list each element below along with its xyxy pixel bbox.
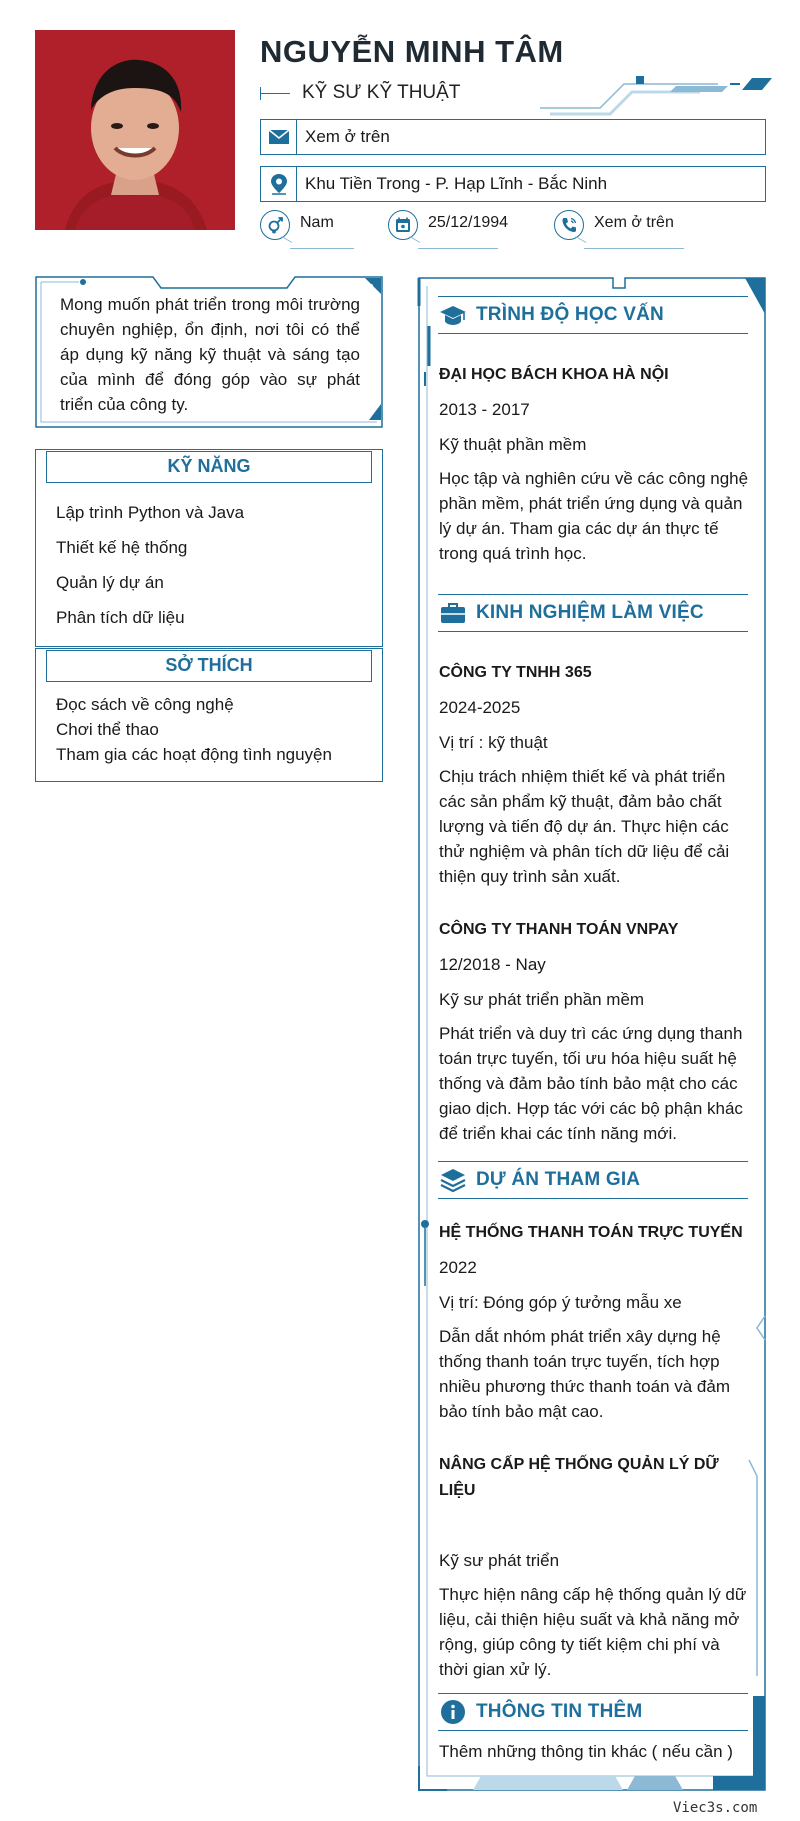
education-title: TRÌNH ĐỘ HỌC VẤN [476,304,664,325]
experience-time: 2024-2025 [439,698,521,717]
skill-item: Thiết kế hệ thống [56,538,188,557]
projects-title: DỰ ÁN THAM GIA [476,1169,641,1190]
gender-value: Nam [300,214,334,231]
project-desc: Thực hiện nâng cấp hệ thống quản lý dữ liệu, cải thiện hiệu suất và khả năng mở rộng, giúp công ty tiết kiệm chi phí và thời gian xử lý. [439,1585,747,1679]
phone-underline [584,248,684,249]
email-value: Xem ở trên [305,127,390,146]
phone-info [554,210,674,240]
experience-position: Vị trí : kỹ thuật [439,733,548,752]
project-name: NÂNG CẤP HỆ THỐNG QUẢN LÝ DỮ LIỆU [439,1456,719,1499]
hobby-item: Chơi thể thao [56,720,159,739]
hobbies-list [36,682,382,767]
experience-desc: Phát triển và duy trì các ứng dụng thanh toán trực tuyến, tối ưu hóa hiệu suất hệ thống và đảm bảo tính bảo mật cho các giao dịch. Hợp tác với các bộ phận khác để triển khai các tính năng mới. [439,1024,743,1143]
experience-entry [439,917,749,1146]
layers-icon [438,1165,468,1195]
phone-icon [554,210,584,240]
education-entry [439,362,749,566]
skill-item: Quản lý dự án [56,573,164,592]
skill-item: Phân tích dữ liệu [56,608,185,627]
project-time: 2022 [439,1258,477,1277]
education-time: 2013 - 2017 [439,400,530,419]
birthday-value: 25/12/1994 [428,214,509,231]
gender-icon [260,210,290,240]
hobby-item: Tham gia các hoạt động tình nguyện [56,745,332,764]
project-name: HỆ THỐNG THANH TOÁN TRỰC TUYẾN [439,1224,743,1241]
job-title-row [260,82,460,104]
experience-time: 12/2018 - Nay [439,955,546,974]
project-position: Kỹ sư phát triển [439,1551,560,1570]
gender-info [260,210,334,240]
education-heading [438,296,748,334]
hobbies-heading: SỞ THÍCH [46,650,372,682]
project-desc: Dẫn dắt nhóm phát triển xây dựng hệ thống thanh toán trực tuyến, tích hợp nhiều phương thức thanh toán và đảm bảo tính bảo mật cao. [439,1327,730,1421]
address-value: Khu Tiền Trong - P. Hạp Lĩnh - Bắc Ninh [305,174,608,193]
skills-section [35,449,383,647]
project-entry [439,1220,749,1424]
info-icon [438,1697,468,1727]
hobbies-section [35,648,383,782]
experience-entry [439,660,749,889]
email-field[interactable] [260,119,766,155]
job-title: KỸ SƯ KỸ THUẬT [302,82,461,103]
gender-underline [290,248,354,249]
full-name: NGUYỄN MINH TÂM [260,34,564,69]
watermark-text: Viec3s.com [673,1800,758,1816]
education-desc: Học tập và nghiên cứu về các công nghệ phần mềm, phát triển ứng dụng và quản lý dự án. Tham gia các dự án thực tế trong quá trình học. [439,469,749,563]
portrait-image [35,30,235,230]
education-school: ĐẠI HỌC BÁCH KHOA HÀ NỘI [439,366,669,383]
calendar-icon [388,210,418,240]
location-pin-icon [261,167,297,201]
skills-heading: KỸ NĂNG [46,451,372,483]
experience-desc: Chịu trách nhiệm thiết kế và phát triển các sản phẩm kỹ thuật, đảm bảo chất lượng và tiến độ dự án. Thực hiện các thử nghiệm và phân tích dữ liệu để cải thiện quy trình sản xuất. [439,767,730,886]
project-time [439,1513,749,1539]
skills-list [36,483,382,635]
header-decoration [540,74,772,116]
project-position: Vị trí: Đóng góp ý tưởng mẫu xe [439,1293,682,1312]
experience-company: CÔNG TY THANH TOÁN VNPAY [439,921,679,938]
extra-text: Thêm những thông tin khác ( nếu cần ) [439,1742,733,1761]
birthday-underline [418,248,498,249]
extra-title: THÔNG TIN THÊM [476,1701,643,1722]
address-field[interactable] [260,166,766,202]
hobby-item: Đọc sách về công nghệ [56,695,234,714]
objective-section [35,276,383,428]
education-major: Kỹ thuật phần mềm [439,435,587,454]
birthday-info [388,210,508,240]
briefcase-icon [438,598,468,628]
project-entry [439,1452,749,1682]
profile-photo [35,30,235,230]
experience-company: CÔNG TY TNHH 365 [439,664,592,681]
experience-position: Kỹ sư phát triển phần mềm [439,990,645,1009]
projects-heading [438,1161,748,1199]
experience-heading [438,594,748,632]
experience-title: KINH NGHIỆM LÀM VIỆC [476,602,704,623]
objective-text: Mong muốn phát triển trong môi trường chuyên nghiệp, ổn định, nơi tôi có thể áp dụng kỹ năng kỹ thuật và sáng tạo của mình để đóng góp vào sự phát triển của công ty. [60,295,360,414]
title-decor-line [260,93,290,94]
skill-item: Lập trình Python và Java [56,503,245,522]
envelope-icon [261,120,297,154]
extra-heading [438,1693,748,1731]
phone-value: Xem ở trên [594,214,674,231]
graduation-cap-icon [438,300,468,330]
